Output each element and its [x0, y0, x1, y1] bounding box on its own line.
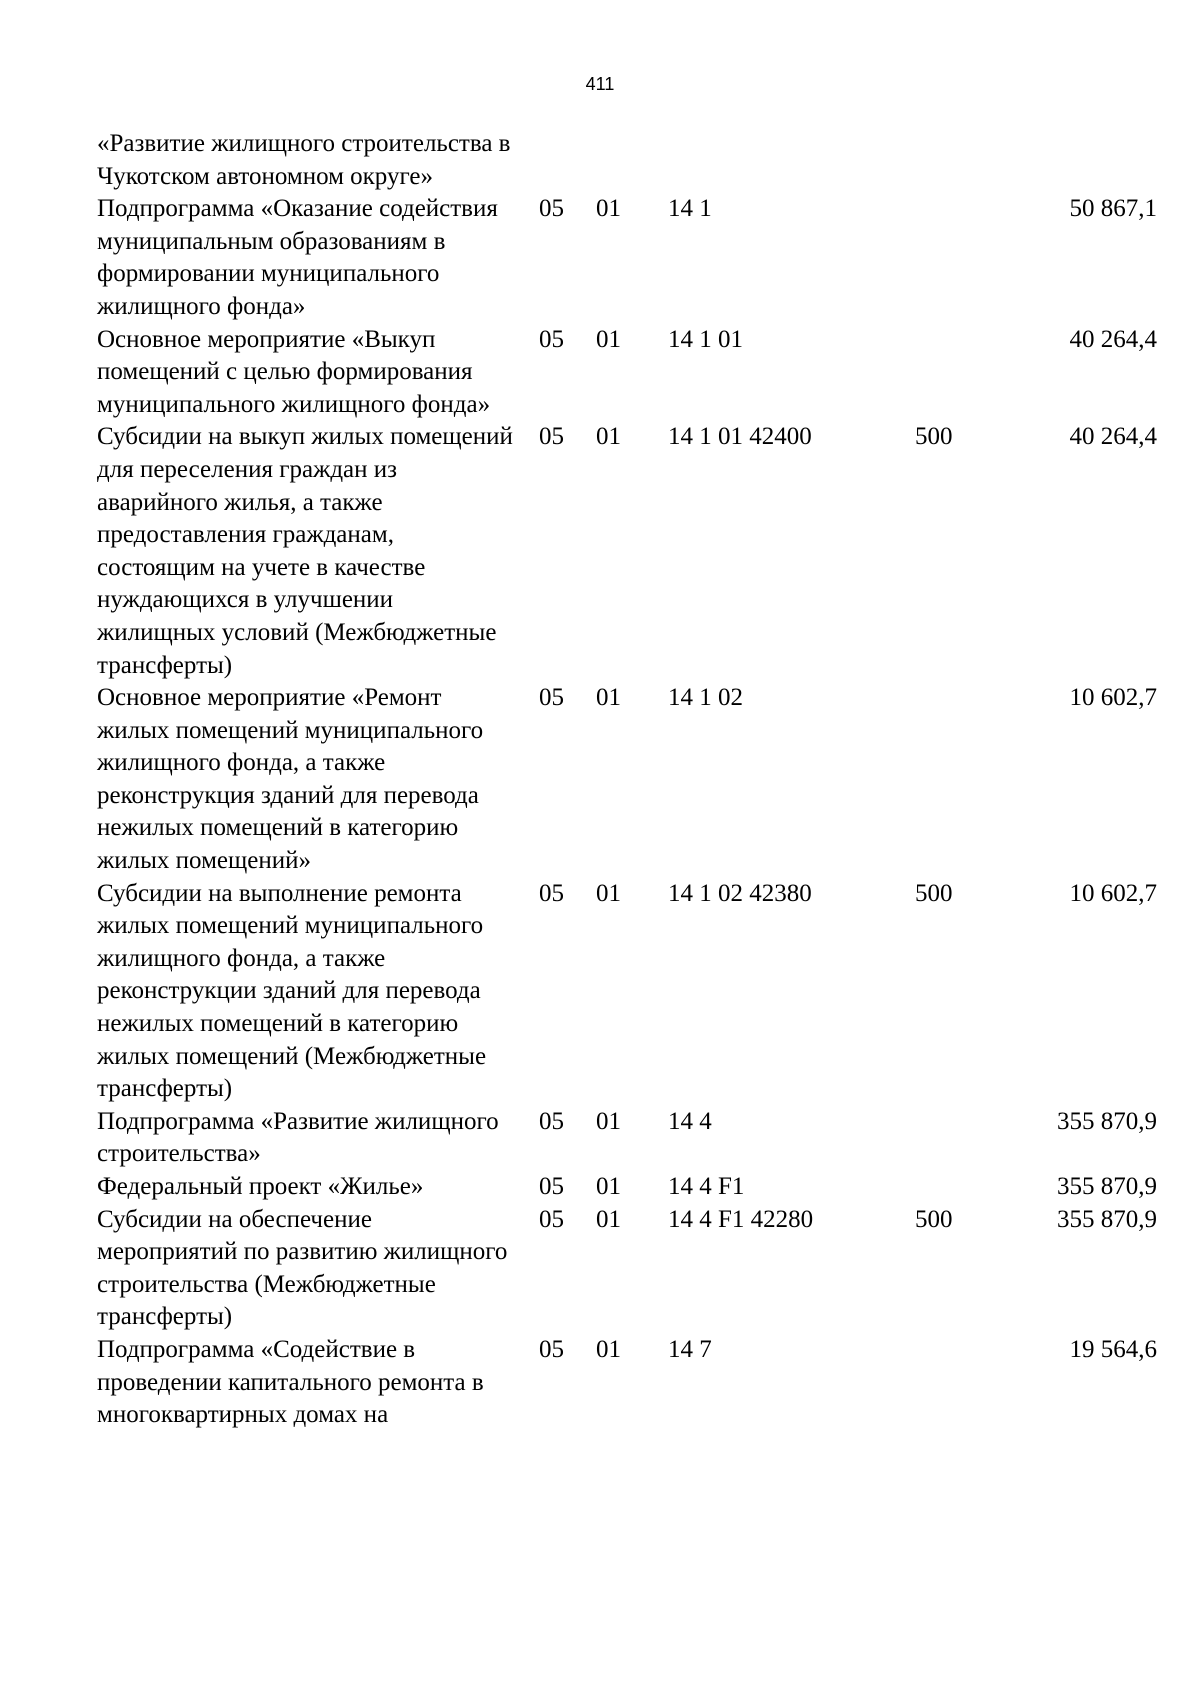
row-name: Подпрограмма «Содействие в проведении капитального ремонта в многоквартирных домах на — [97, 1335, 484, 1429]
row-name: Основное мероприятие «Выкуп помещений с целью формирования муниципального жилищного фонда» — [97, 325, 491, 418]
row-name: Подпрограмма «Оказание содействия муниципальным образованиям в формировании муниципального жилищного фонда» — [97, 195, 498, 320]
row-code: 14 4 F1 — [668, 1173, 745, 1200]
row-name: Федеральный проект «Жилье» — [97, 1173, 424, 1200]
row-section: 05 — [539, 684, 564, 712]
row-name: Субсидии на выкуп жилых помещений для переселения граждан из аварийного жилья, а также предоставления гражданам, состоящим на учете в качестве нуждающихся в улучшении жилищных условий (Межбюджетные трансферты) — [97, 423, 513, 679]
row-type: 500 — [915, 423, 953, 451]
table-row — [97, 1204, 1157, 1334]
row-type: 500 — [915, 879, 953, 907]
row-section: 05 — [539, 325, 564, 353]
row-subsection: 01 — [596, 1173, 621, 1200]
row-code: 14 1 01 — [668, 325, 743, 353]
table-row — [97, 1334, 1157, 1432]
table-row — [97, 324, 1157, 422]
row-amount: 10 602,7 — [1069, 879, 1157, 907]
row-code: 14 1 01 42400 — [668, 423, 812, 451]
row-name: «Развитие жилищного строительства в Чукотском автономном округе» — [97, 130, 511, 190]
row-section: 05 — [539, 1205, 564, 1233]
row-amount: 355 870,9 — [1057, 1107, 1157, 1135]
row-amount: 40 264,4 — [1069, 423, 1157, 451]
table-row — [97, 1171, 1157, 1204]
row-name: Подпрограмма «Развитие жилищного строительства» — [97, 1107, 499, 1168]
row-subsection: 01 — [596, 1205, 621, 1233]
page-number: 411 — [585, 74, 615, 94]
row-section: 05 — [539, 1173, 564, 1200]
row-subsection: 01 — [596, 325, 621, 353]
row-section: 05 — [539, 195, 564, 223]
table-row — [97, 682, 1157, 878]
budget-table — [97, 128, 1157, 1432]
row-amount: 355 870,9 — [1057, 1173, 1157, 1200]
table-row — [97, 421, 1157, 682]
row-name: Основное мероприятие «Ремонт жилых помещений муниципального жилищного фонда, а также реконструкция зданий для перевода нежилых помещений в категорию жилых помещений» — [97, 684, 484, 875]
row-code: 14 1 02 42380 — [668, 879, 812, 907]
row-section: 05 — [539, 879, 564, 907]
row-code: 14 1 — [668, 195, 712, 223]
row-amount: 50 867,1 — [1069, 195, 1157, 223]
row-code: 14 4 — [668, 1107, 712, 1135]
table-row — [97, 128, 1157, 193]
row-code: 14 4 F1 42280 — [668, 1205, 814, 1233]
row-amount: 355 870,9 — [1057, 1205, 1157, 1233]
row-subsection: 01 — [596, 1335, 621, 1363]
row-type: 500 — [915, 1205, 953, 1233]
row-name: Субсидии на выполнение ремонта жилых помещений муниципального жилищного фонда, а также реконструкции зданий для перевода нежилых помещений в категорию жилых помещений (Межбюджетные трансферты) — [97, 879, 487, 1103]
row-amount: 40 264,4 — [1069, 325, 1157, 353]
table-row — [97, 193, 1157, 323]
row-amount: 10 602,7 — [1069, 684, 1157, 712]
row-section: 05 — [539, 1107, 564, 1135]
table-row — [97, 878, 1157, 1106]
row-subsection: 01 — [596, 1107, 621, 1135]
row-code: 14 1 02 — [668, 684, 743, 712]
row-name: Субсидии на обеспечение мероприятий по развитию жилищного строительства (Межбюджетные трансферты) — [97, 1205, 508, 1331]
row-amount: 19 564,6 — [1069, 1335, 1157, 1363]
row-section: 05 — [539, 1335, 564, 1363]
row-code: 14 7 — [668, 1335, 712, 1363]
row-subsection: 01 — [596, 423, 621, 451]
table-row — [97, 1106, 1157, 1171]
row-subsection: 01 — [596, 879, 621, 907]
row-subsection: 01 — [596, 684, 621, 712]
row-section: 05 — [539, 423, 564, 451]
row-subsection: 01 — [596, 195, 621, 223]
